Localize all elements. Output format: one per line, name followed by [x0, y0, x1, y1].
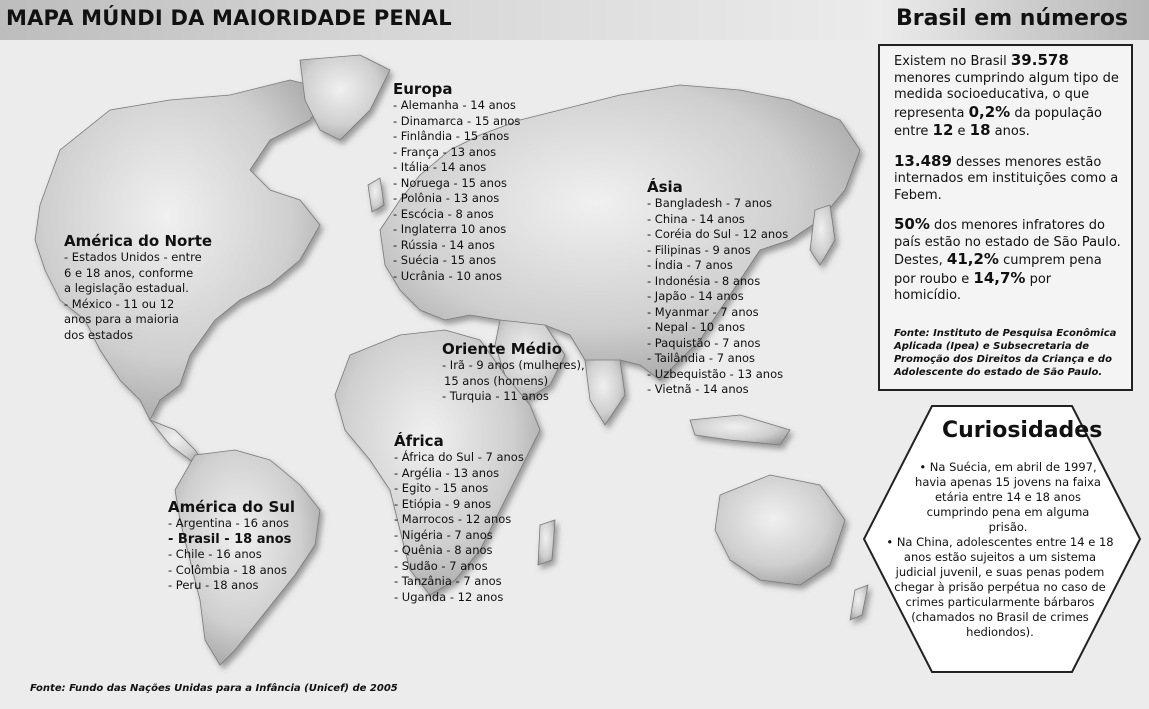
region-item: - Tailândia - 7 anos [647, 351, 756, 365]
region-item: - Marrocos - 12 anos [394, 512, 512, 526]
region-item: - Inglaterra 10 anos [393, 222, 507, 236]
region-item: 15 anos (homens) [444, 373, 549, 388]
region-item: - Etiópia - 9 anos [394, 496, 492, 511]
madagascar-shape [538, 520, 555, 565]
region-item: - Coréia do Sul - 12 anos [647, 227, 789, 241]
greenland-shape [300, 55, 390, 140]
map-title-bar [0, 0, 872, 40]
region-item: - Bangladesh - 7 anos [647, 196, 773, 210]
region-item: - Vietnã - 14 anos [647, 382, 749, 396]
region-item: - França - 13 anos [393, 144, 497, 159]
region-item: - Uganda - 12 anos [394, 589, 504, 604]
curiosidade-item: • Na China, adolescentes entre 14 e 18 anos estão sujeitos a um sistema judicial juvenil, e suas penas podem chegar à prisão perpétua no caso de crimes particularmente bárbaros (chamados no Brasil de crimes hediondos). [886, 535, 1114, 639]
text-fragment: cumprem pena por roubo e [894, 253, 1102, 287]
region-item: - Noruega - 15 anos [393, 175, 507, 190]
region-middle-east [442, 340, 585, 405]
stat-value: 18 [969, 121, 991, 139]
region-item: - Alemanha - 14 anos [393, 98, 516, 112]
side-title: Brasil em números [896, 6, 1129, 31]
region-item: - Japão - 14 anos [647, 289, 744, 303]
text-fragment: anos. [990, 124, 1030, 139]
region-item: - Argélia - 13 anos [394, 465, 500, 480]
region-name: América do Sul [168, 498, 296, 516]
region-item: - Filipinas - 9 anos [647, 242, 751, 257]
australia-shape [715, 475, 845, 585]
region-item: anos para a maioria [64, 312, 179, 326]
text-fragment: e [953, 124, 970, 139]
region-item: - Sudão - 7 anos [394, 558, 488, 573]
map-title: MAPA MÚNDI DA MAIORIDADE PENAL [6, 6, 452, 30]
region-item: - Turquia - 11 anos [442, 389, 549, 403]
region-item: - Colômbia - 18 anos [168, 562, 287, 577]
text-fragment: menores cumprindo algum tipo de medida socioeducativa, o que representa [894, 70, 1119, 121]
region-item: - Egito - 15 anos [394, 481, 489, 495]
numbers-paragraph-3 [894, 216, 1121, 305]
region-item: dos estados [64, 327, 133, 342]
region-item: - Dinamarca - 15 anos [393, 113, 521, 128]
region-europe [393, 80, 520, 284]
region-south-america [168, 498, 295, 594]
region-name: Oriente Médio [442, 340, 562, 358]
stat-value: 12 [932, 121, 954, 139]
region-item: - Indonésia - 8 anos [647, 273, 761, 288]
region-item: 6 e 18 anos, conforme [64, 265, 194, 280]
region-item: - Uzbequistão - 13 anos [647, 366, 784, 381]
region-item: - Peru - 18 anos [168, 578, 259, 592]
region-name: América do Norte [64, 232, 213, 250]
text-fragment: desses menores estão internados em instituições como a Febem. [894, 154, 1119, 203]
region-item-highlight: - Brasil - 18 anos [168, 531, 292, 547]
stat-value: 0,2% [968, 102, 1011, 121]
region-item: - Itália - 14 anos [393, 160, 487, 174]
region-item: - Myanmar - 7 anos [647, 304, 759, 319]
region-item: - México - 11 ou 12 [64, 296, 175, 311]
region-item: - Paquistão - 7 anos [647, 335, 761, 350]
region-item: - Escócia - 8 anos [393, 206, 494, 221]
region-item: - Suécia - 15 anos [393, 253, 497, 267]
region-item: - Ucrânia - 10 anos [393, 268, 502, 283]
text-fragment: dos menores infratores do país estão no estado de São Paulo. Destes, [894, 218, 1121, 268]
region-item: - Índia - 7 anos [647, 258, 733, 272]
india-shape [585, 360, 625, 425]
region-item: - China - 14 anos [647, 211, 745, 226]
text-fragment: da população entre [894, 105, 1103, 139]
region-item: - Estados Unidos - entre [64, 250, 202, 264]
region-north-america [64, 232, 212, 343]
map-source: Fonte: Fundo das Nações Unidas para a Infância (Unicef) de 2005 [30, 683, 398, 694]
region-asia [647, 178, 788, 398]
brasil-numbers-box [878, 44, 1133, 391]
text-fragment: Existem no Brasil [894, 54, 1011, 69]
region-item: - Finlândia - 15 anos [393, 129, 510, 143]
region-item: - África do Sul - 7 anos [394, 450, 524, 464]
numbers-paragraph-1 [894, 52, 1121, 141]
side-title-bar [878, 0, 1149, 40]
text-fragment: por homicídio. [894, 271, 1052, 303]
region-item: - Nepal - 10 anos [647, 320, 746, 334]
region-item: - Irã - 9 anos (mulheres), [442, 358, 585, 372]
curiosidades-title: Curiosidades [942, 418, 1103, 443]
stat-value: 13.489 [894, 151, 952, 170]
region-name: África [394, 432, 444, 450]
region-name: Ásia [647, 178, 683, 196]
uk-shape [368, 178, 384, 212]
region-item: - Polônia - 13 anos [393, 191, 500, 205]
stat-value: 50% [894, 215, 930, 233]
region-item: - Rússia - 14 anos [393, 237, 495, 252]
stat-value: 14,7% [973, 268, 1026, 287]
region-item: - Quênia - 8 anos [394, 543, 493, 557]
numbers-source: Fonte: Instituto de Pesquisa Econômica Aplicada (Ipea) e Subsecretaria de Promoção dos Direitos da Criança e do Adolescente do estado de São Paulo. [894, 327, 1117, 378]
numbers-paragraph-2 [894, 153, 1121, 205]
region-item: a legislação estadual. [64, 281, 189, 295]
region-item: - Nigéria - 7 anos [394, 527, 493, 542]
region-item: - Argentina - 16 anos [168, 516, 290, 530]
curiosidade-item: • Na Suécia, em abril de 1997, havia apenas 15 jovens na faixa etária entre 14 e 18 anos cumprindo pena em alguma prisão. [915, 460, 1101, 534]
region-name: Europa [393, 80, 453, 98]
region-africa [394, 432, 524, 605]
region-item: - Chile - 16 anos [168, 547, 262, 561]
indonesia-shape [690, 415, 790, 445]
stat-value: 39.578 [1010, 51, 1069, 69]
stat-value: 41,2% [946, 250, 999, 268]
region-item: - Tanzânia - 7 anos [394, 574, 502, 588]
